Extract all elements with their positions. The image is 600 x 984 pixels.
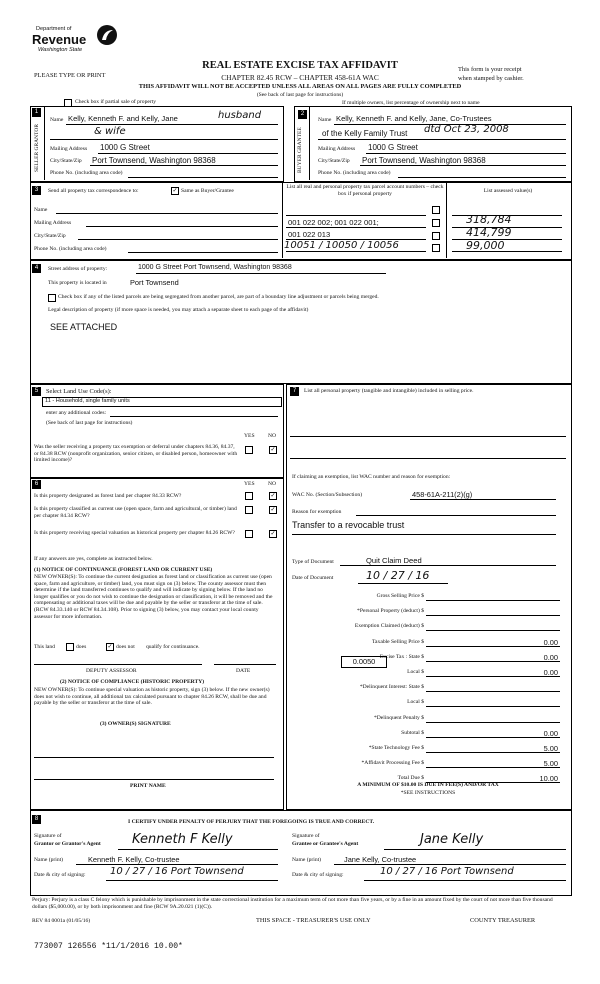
s3-send-label: Send all property tax correspondence to: (48, 188, 139, 194)
parcel-2[interactable]: 001 022 013 (288, 230, 331, 239)
this-land-label: This land (34, 644, 55, 650)
s1-phone-label: Phone No. (including area code) (50, 170, 123, 176)
does-not-label: does not (116, 644, 135, 650)
form-title: REAL ESTATE EXCISE TAX AFFIDAVIT (202, 60, 398, 71)
grantee-name-label: Name (print) (292, 857, 322, 863)
s3-name-label: Name (34, 207, 48, 213)
section-7-number: 7 (290, 387, 299, 396)
grantee-date-label: Date & city of signing: (292, 872, 344, 878)
buyer-mail[interactable]: 1000 G Street (368, 143, 418, 152)
fee-label: Gross Selling Price $ (376, 593, 424, 599)
buyer-name[interactable]: Kelly, Kenneth F. and Kelly, Jane, Co-Trustees (336, 114, 492, 123)
s2-name-label: Name (318, 117, 332, 123)
fee-label: *Delinquent Penalty $ (373, 715, 424, 721)
fee-label: *Affidavit Processing Fee $ (361, 760, 424, 766)
fee-value[interactable]: 10.00 (539, 774, 558, 783)
s3-city-label: City/State/Zip (34, 233, 66, 239)
assessed-value-3[interactable]: 99,000 (466, 239, 505, 252)
form-chapter: CHAPTER 82.45 RCW – CHAPTER 458-61A WAC (221, 73, 379, 82)
fee-value[interactable]: 5.00 (543, 744, 558, 753)
property-street[interactable]: 1000 G Street Port Townsend, Washington 98368 (138, 264, 292, 271)
s3-mail-label: Mailing Address (34, 220, 72, 226)
treasurer-space: THIS SPACE - TREASURER'S USE ONLY (256, 917, 371, 924)
partial-sale-label: Check box if partial sale of property (75, 99, 157, 105)
grantor-date-label: Date & city of signing: (34, 872, 86, 878)
s5-label: Select Land Use Code(s): (46, 388, 112, 395)
s4-legal-label: Legal description of property (if more space is needed, you may attach a separate sheet to each page of the affidavit) (48, 307, 309, 313)
reason-label: Reason for exemption (292, 509, 342, 515)
logo-dept: Department of (36, 26, 72, 32)
assessed-header: List assessed value(s) (483, 188, 533, 194)
fee-value[interactable]: 0.00 (543, 729, 558, 738)
deputy-assessor-label: DEPUTY ASSESSOR (86, 668, 137, 674)
section-8-number: 8 (32, 815, 41, 824)
fee-label: Local $ (407, 669, 424, 675)
parcel-1-checkbox[interactable] (432, 219, 440, 227)
certify: I CERTIFY UNDER PENALTY OF PERJURY THAT THE FOREGOING IS TRUE AND CORRECT. (128, 819, 375, 825)
land-use-code[interactable]: 11 - Household, single family units (42, 397, 282, 407)
form-see-back: (See back of last page for instructions) (256, 92, 344, 98)
parcel-3[interactable]: 10051 / 10050 / 10056 (284, 240, 399, 251)
fee-label: *State Technology Fee $ (368, 745, 424, 751)
parcel-3-checkbox[interactable] (432, 244, 440, 252)
s6-q1-no[interactable]: ✓ (270, 493, 276, 499)
form-number: REV 84 0001a (01/05/16) (32, 918, 91, 924)
s1-mail-label: Mailing Address (50, 146, 88, 152)
s6-q2-no[interactable]: ✓ (270, 507, 276, 513)
form-warning: THIS AFFIDAVIT WILL NOT BE ACCEPTED UNLESS ALL AREAS ON ALL PAGES ARE FULLY COMPLETED (138, 83, 462, 90)
s6-q3-no[interactable]: ✓ (270, 531, 276, 537)
minimum-due: A MINIMUM OF $10.00 IS DUE IN FEE(S) AND/OR TAX (357, 782, 499, 788)
doc-date-value[interactable]: 10 / 27 / 16 (366, 569, 430, 582)
s5-question: Was the seller receiving a property tax exemption or deferral under chapters 84.36, 84.37, or 84.38 RCW (nonprofit organization, senior citizen, or disabled person, homeowner with limited income)? (34, 444, 238, 464)
parcel-0-checkbox[interactable] (432, 206, 440, 214)
s6-yes: YES (244, 481, 255, 487)
county-treasurer: COUNTY TREASURER (470, 917, 536, 924)
grantor-sig-label-2: Grantor or Grantor's Agent (34, 841, 101, 847)
s6-q2-yes[interactable] (245, 506, 253, 514)
s6-if-yes: If any answers are yes, complete as instructed below. (34, 556, 153, 562)
s3-phone-label: Phone No. (including area code) (34, 246, 107, 252)
s4-street-label: Street address of property: (48, 266, 108, 272)
section-5-number: 5 (32, 387, 41, 396)
notice1-title: (1) NOTICE OF CONTINUANCE (FOREST LAND OR CURRENT USE) (34, 567, 213, 573)
s4-segregated-label: Check box if any of the listed parcels are being segregated from another parcel, are part of a boundary line adjustment or parcels being merged. (58, 294, 379, 300)
s7-personal: List all personal property (tangible and intangible) included in selling price. (304, 388, 474, 394)
property-located[interactable]: Port Townsend (130, 278, 179, 287)
owner-signature-label: (3) OWNER(S) SIGNATURE (100, 721, 171, 727)
buyer-name-line2[interactable]: of the Kelly Family Trust (322, 129, 408, 138)
seller-city[interactable]: Port Townsend, Washington 98368 (92, 156, 216, 165)
buyer-hw-dated: dtd Oct 23, 2008 (424, 124, 509, 135)
receipt-note-1: This form is your receipt (458, 66, 522, 73)
s6-q2: Is this property classified as current use (open space, farm and agricultural, or timber) land per chapter 84.34 RCW? (34, 506, 237, 519)
fee-value[interactable]: 0.00 (543, 638, 558, 647)
grantor-sig-label-1: Signature of (34, 833, 62, 839)
seller-name[interactable]: Kelly, Kenneth F. and Kelly, Jane (68, 114, 178, 123)
same-as-buyer-checkbox[interactable]: ✓ (172, 188, 178, 194)
s1-name-label: Name (50, 117, 64, 123)
section-1-number: 1 (32, 108, 41, 117)
local-rate-box[interactable]: 0.0050 (341, 656, 387, 668)
reason-value[interactable]: Transfer to a revocable trust (292, 520, 405, 530)
grantee-sig-label-1: Signature of (292, 833, 320, 839)
grantee-date[interactable]: 10 / 27 / 16 Port Townsend (380, 866, 514, 877)
fee-label: Taxable Selling Price $ (372, 639, 424, 645)
parcel-2-checkbox[interactable] (432, 232, 440, 240)
seller-hw-husband: husband (218, 110, 262, 121)
s5-yes: YES (244, 433, 255, 439)
fee-value[interactable]: 0.00 (543, 653, 558, 662)
multiple-owners-note: If multiple owners, list percentage of ownership next to name (342, 100, 480, 106)
seller-side-label: SELLER GRANTOR (34, 123, 40, 173)
notice2-title: (2) NOTICE OF COMPLIANCE (HISTORIC PROPERTY) (60, 679, 205, 685)
section-3-number: 3 (32, 186, 41, 195)
s6-no: NO (268, 481, 277, 487)
grantor-name[interactable]: Kenneth F. Kelly, Co-trustee (88, 855, 180, 864)
fee-label: Local $ (407, 699, 424, 705)
fee-label: Subtotal $ (401, 730, 424, 736)
section-6-number: 6 (32, 480, 41, 489)
cashier-stamp: 773007 126556 *11/1/2016 10.00* (34, 942, 183, 951)
does-label: does (76, 644, 87, 650)
s5-no-checkbox[interactable]: ✓ (270, 447, 276, 453)
assessed-value-1[interactable]: 318,784 (466, 213, 512, 226)
grantor-signature[interactable]: Kenneth F Kelly (132, 832, 233, 847)
fee-value[interactable]: 5.00 (543, 759, 558, 768)
logo-revenue: Revenue (32, 32, 87, 47)
buyer-side-label: BUYER GRANTEE (297, 127, 303, 173)
fee-value[interactable]: 0.00 (543, 668, 558, 677)
s6-q3-yes[interactable] (245, 530, 253, 538)
deputy-date-label: DATE (236, 668, 251, 674)
section-2-number: 2 (298, 110, 307, 119)
see-attached[interactable]: SEE ATTACHED (50, 322, 118, 332)
seller-mail[interactable]: 1000 G Street (100, 143, 150, 152)
s2-phone-label: Phone No. (including area code) (318, 170, 391, 176)
assessed-value-2[interactable]: 414,799 (466, 226, 512, 239)
s5-see-back: (See back of last page for instructions) (46, 420, 133, 426)
qualify-label: qualify for continuance. (146, 644, 200, 650)
s6-q3: Is this property receiving special valuation as historical property per chapter 84.26 RCW? (34, 530, 235, 536)
see-instructions: *SEE INSTRUCTIONS (400, 790, 456, 796)
s2-city-label: City/State/Zip (318, 158, 350, 164)
s7-claim: If claiming an exemption, list WAC number and reason for exemption: (292, 474, 451, 480)
doc-date-label: Date of Document (292, 575, 334, 581)
s5-no: NO (268, 433, 277, 439)
grantee-signature[interactable]: Jane Kelly (420, 832, 484, 847)
s3-same-label: Same as Buyer/Grantee (181, 188, 234, 194)
grantor-name-label: Name (print) (34, 857, 64, 863)
fee-label: *Delinquent Interest: State $ (359, 684, 424, 690)
receipt-note-2: when stamped by cashier. (458, 75, 524, 82)
fee-label: Exemption Claimed (deduct) $ (354, 623, 424, 629)
perjury-text (32, 897, 568, 910)
wac-value[interactable]: 458-61A-211(2)(g) (412, 490, 473, 499)
section-4-number: 4 (32, 264, 41, 273)
s4-located-label: This property is located in (48, 280, 107, 286)
notice1-text: NEW OWNER(S): To continue the current designation as forest land or classification as current use (open space, farm and agriculture, or timber) land, you must sign on (3) below. The county assessor must then determine if the land transferred continues to qualify and will indicate by signing below. If the land no longer qualifies or you do not wish to continue the designation or classification, it will be removed and the compensating or additional taxes will be due and payable by the seller or transferor at the time of sale. (RCW 84.33.140 or RCW 84.34.108). Prior to signing (3) below, you may contact your local county assessor for more information. (34, 574, 273, 620)
s6-q1-yes[interactable] (245, 492, 253, 500)
fee-label: *Personal Property (deduct) $ (357, 608, 424, 614)
dor-logo (28, 20, 128, 60)
fee-label: Total Due $ (397, 775, 424, 781)
wac-label: WAC No. (Section/Subsection) (292, 492, 363, 498)
grantee-name[interactable]: Jane Kelly, Co-trustee (344, 855, 417, 864)
s1-city-label: City/State/Zip (50, 158, 82, 164)
buyer-city[interactable]: Port Townsend, Washington 98368 (362, 156, 486, 165)
s5-additional: enter any additional codes: (46, 410, 107, 416)
does-checkbox[interactable] (66, 643, 74, 651)
doc-type-label: Type of Document (292, 559, 334, 565)
print-name-label: PRINT NAME (130, 783, 166, 789)
grantor-date[interactable]: 10 / 27 / 16 Port Townsend (110, 866, 244, 877)
grantee-sig-label-2: Grantee or Grantee's Agent (292, 841, 359, 847)
logo-state: Washington State (38, 47, 83, 53)
logo-mark-icon (96, 24, 118, 46)
please-type: PLEASE TYPE OR PRINT (34, 72, 106, 79)
s2-mail-label: Mailing Address (318, 146, 356, 152)
s5-yes-checkbox[interactable] (245, 446, 253, 454)
seller-hw-wife: & wife (94, 126, 126, 137)
segregated-checkbox[interactable] (48, 294, 56, 302)
doc-type-value[interactable]: Quit Claim Deed (366, 556, 422, 565)
fee-label: Excise Tax : State $ (379, 654, 424, 660)
does-not-checkbox[interactable]: ✓ (107, 644, 113, 650)
notice2-text: NEW OWNER(S): To continue special valuation as historic property, sign (3) below. If the new owner(s) does not wish to continue, all additional tax calculated pursuant to chapter 84.26 RCW, shall be due and payable by the seller or transferor at the time of sale. (34, 687, 270, 707)
perjury-body: Perjury: Perjury is a class C felony which is punishable by imprisonment in the state correctional institution for a maximum term of not more than five years, or by a fine in an amount fixed by the court of not more than five thousand dollars ($5,000.00), or by both imprisonment and fine (RCW 9A.20.021 (1)(C)). (32, 897, 553, 910)
parcel-1[interactable]: 001 022 002; 001 022 001; (288, 218, 379, 227)
s6-q1: Is this property designated as forest land per chapter 84.33 RCW? (34, 493, 182, 499)
parcel-header: List all real and personal property tax parcel account numbers – check box if personal property (286, 184, 444, 197)
